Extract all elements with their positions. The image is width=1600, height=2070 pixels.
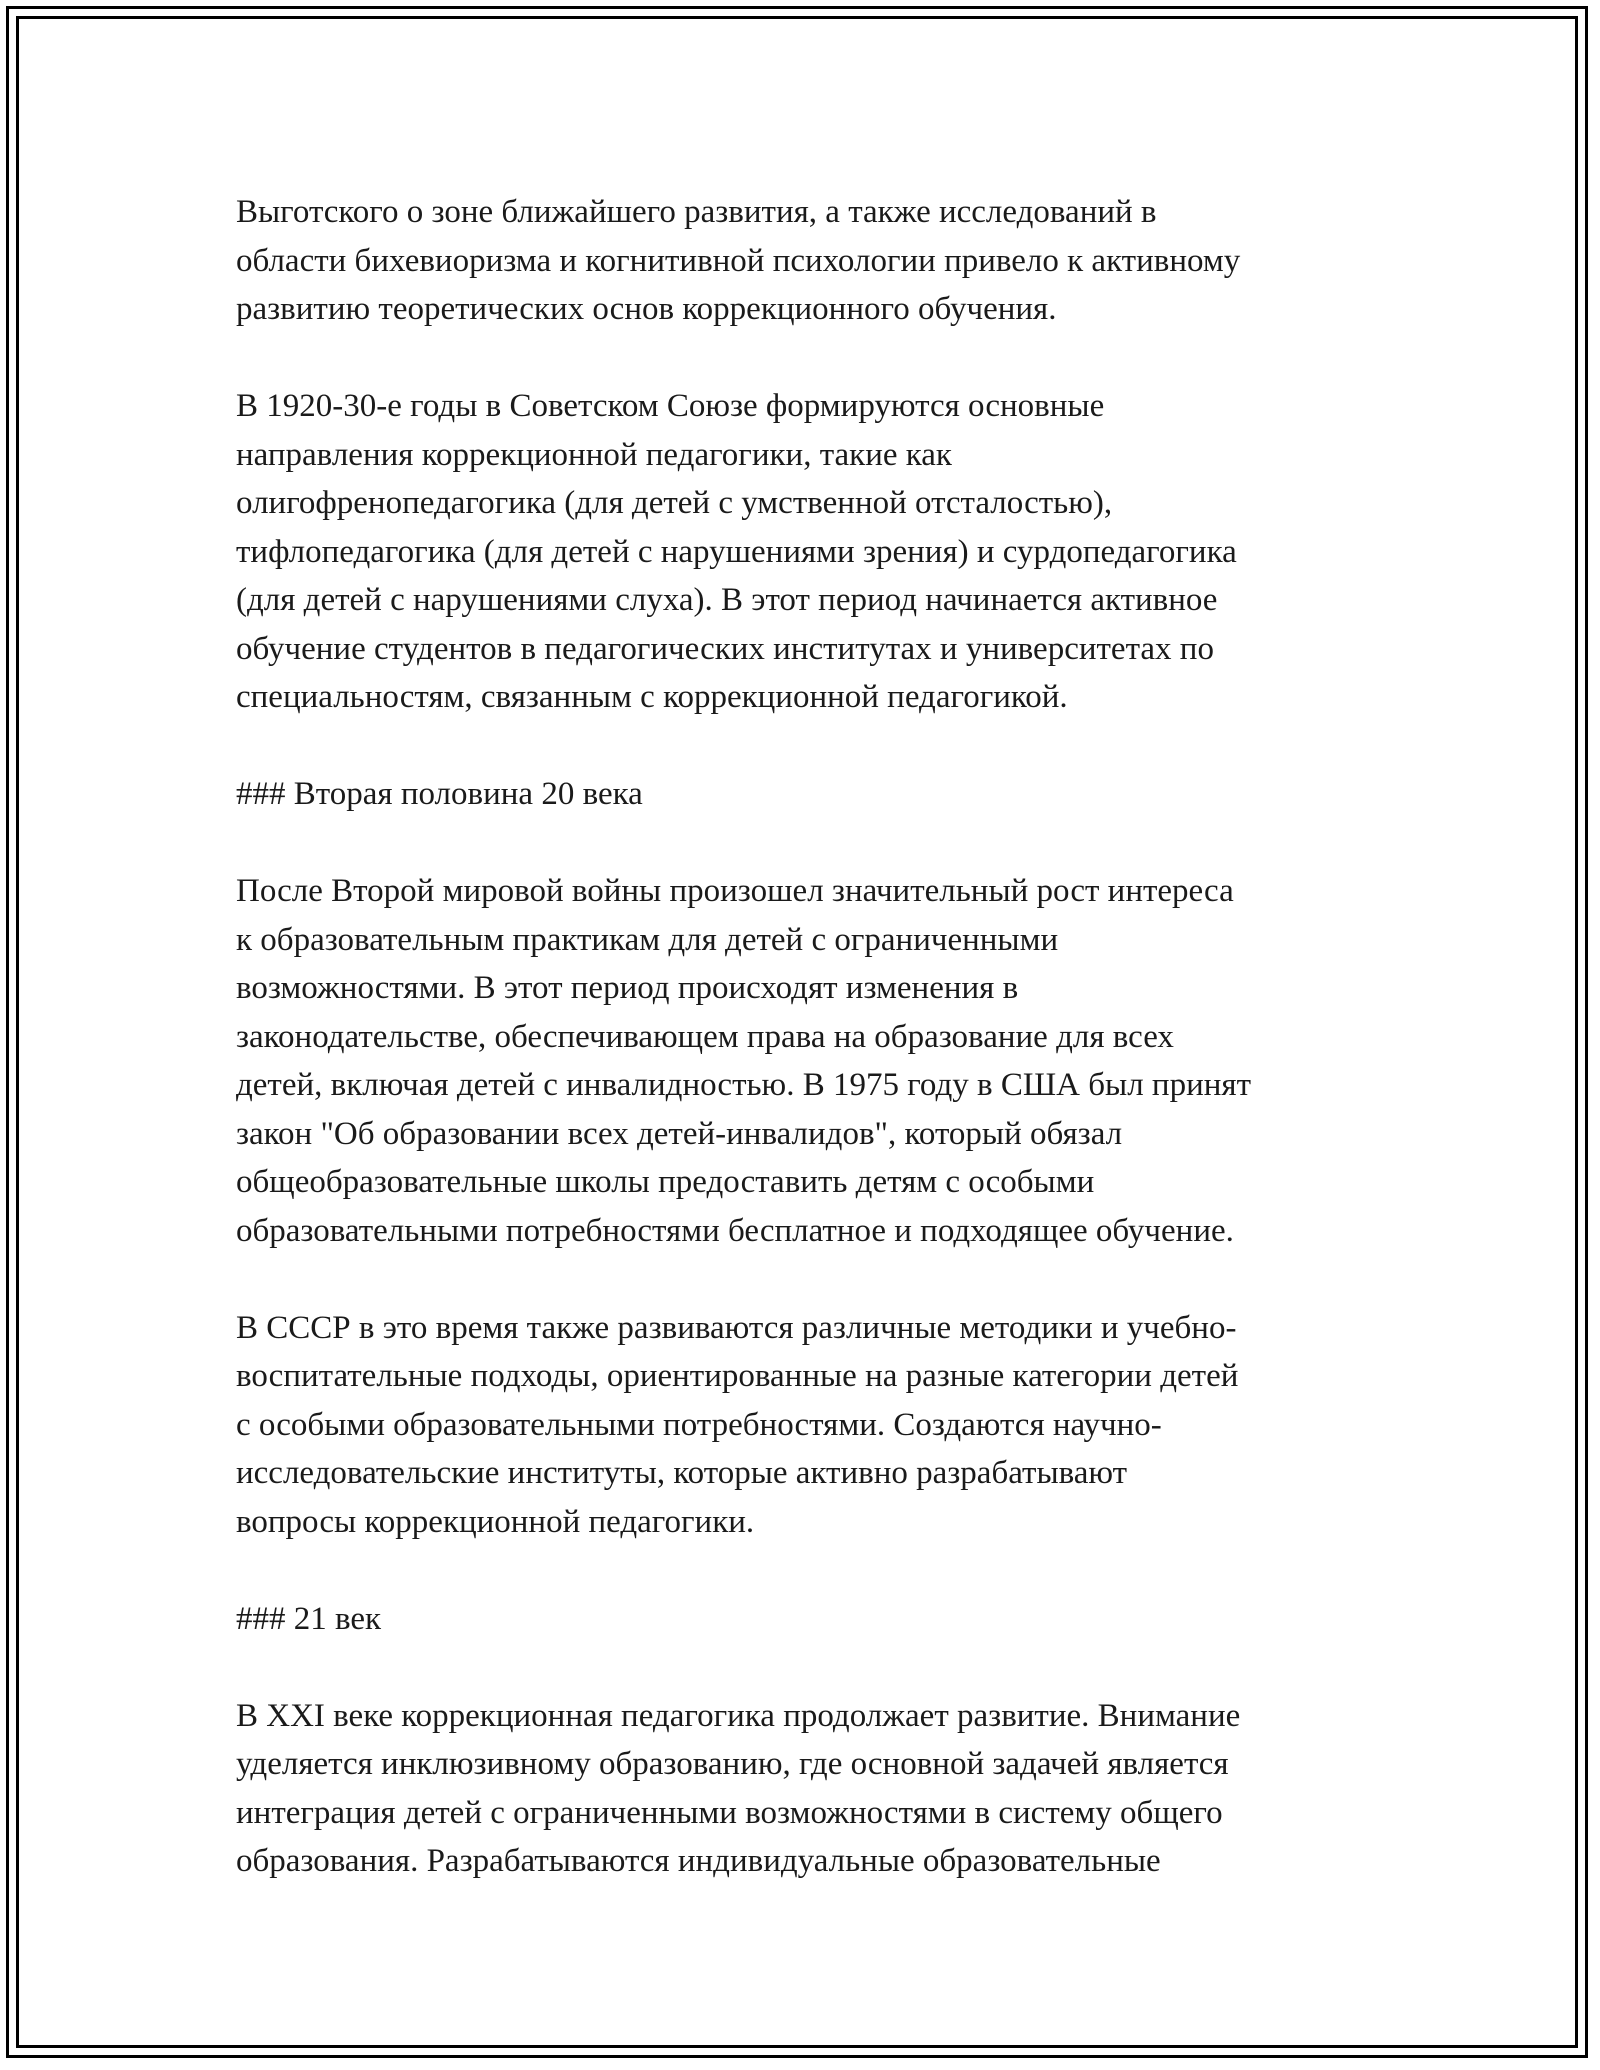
paragraph [236, 867, 1376, 1255]
text-line: образовательными потребностями бесплатное и подходящее обучение. [236, 1212, 1234, 1249]
document-body [236, 188, 1376, 1886]
text-line: направления коррекционной педагогики, такие как [236, 436, 952, 473]
section-heading [236, 770, 1376, 819]
text-line: олигофренопедагогика (для детей с умственной отсталостью), [236, 485, 1113, 521]
section-heading-text: ### 21 век [236, 1600, 382, 1637]
text-line: развитию теоретических основ коррекционного обучения. [236, 291, 1057, 327]
text-line: В 1920-30-е годы в Советском Союзе формируются основные [236, 388, 1105, 424]
text-line: обучение студентов в педагогических институтах и университетах по [236, 630, 1214, 667]
text-line: вопросы коррекционной педагогики. [236, 1503, 755, 1540]
text-line: исследовательские институты, которые активно разрабатывают [236, 1455, 1128, 1491]
section-heading [236, 1595, 1376, 1644]
text-line: возможностями. В этот период происходят изменения в [236, 970, 1019, 1006]
text-line: детей, включая детей с инвалидностью. В 1975 году в США был принят [236, 1067, 1251, 1103]
text-line: законодательстве, обеспечивающем права на образование для всех [236, 1018, 1174, 1055]
text-line: В XXI веке коррекционная педагогика продолжает развитие. Внимание [236, 1697, 1241, 1734]
text-line: к образовательным практикам для детей с ограниченными [236, 921, 1059, 958]
text-line: После Второй мировой войны произошел значительный рост интереса [236, 873, 1234, 909]
text-line: с особыми образовательными потребностями. Создаются научно- [236, 1406, 1162, 1443]
text-line: области бихевиоризма и когнитивной психологии привело к активному [236, 242, 1241, 279]
text-line: интеграция детей с ограниченными возможностями в систему общего [236, 1794, 1223, 1831]
section-heading-text: ### Вторая половина 20 века [236, 776, 643, 812]
text-line: специальностям, связанным с коррекционной педагогикой. [236, 679, 1068, 715]
text-line: закон "Об образовании всех детей-инвалидов", который обязал [236, 1115, 1123, 1152]
paragraph [236, 188, 1376, 334]
text-line: уделяется инклюзивному образованию, где основной задачей является [236, 1746, 1229, 1782]
paragraph [236, 1692, 1376, 1886]
text-line: воспитательные подходы, ориентированные на разные категории детей [236, 1358, 1239, 1394]
text-line: тифлопедагогика (для детей с нарушениями зрения) и сурдопедагогика [236, 533, 1237, 570]
text-line: В СССР в это время также развиваются различные методики и учебно- [236, 1309, 1237, 1346]
text-line: (для детей с нарушениями слуха). В этот период начинается активное [236, 582, 1218, 618]
text-line: образования. Разрабатываются индивидуальные образовательные [236, 1843, 1161, 1879]
paragraph [236, 382, 1376, 722]
paragraph [236, 1304, 1376, 1547]
text-line: общеобразовательные школы предоставить детям с особыми [236, 1164, 1095, 1200]
text-line: Выготского о зоне ближайшего развития, а также исследований в [236, 194, 1157, 230]
